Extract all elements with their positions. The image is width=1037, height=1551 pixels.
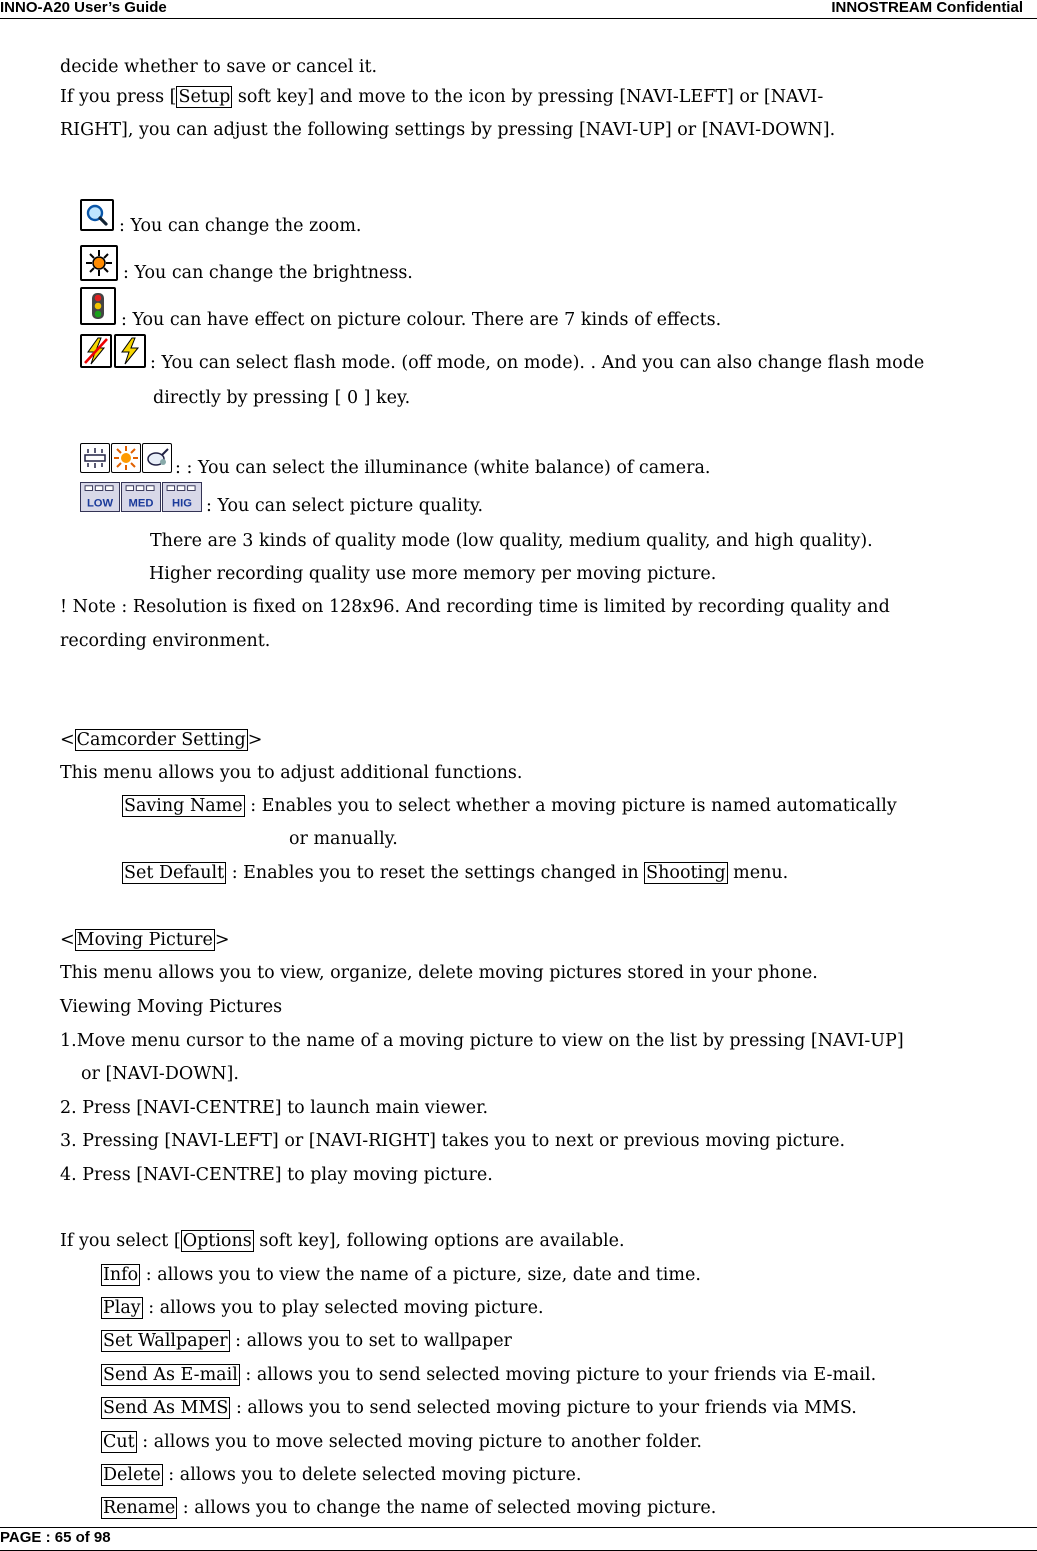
flash-on-icon: [114, 334, 146, 368]
saving-name-line: Saving Name : Enables you to select whether a moving picture is named automatically: [124, 796, 897, 816]
wb-fluorescent-icon: [80, 443, 110, 473]
setup-key: Setup: [178, 87, 231, 107]
header-confidential: INNOSTREAM Confidential: [831, 0, 1023, 16]
saving-name-key: Saving Name: [124, 796, 243, 816]
step-4: 4. Press [NAVI-CENTRE] to play moving picture.: [60, 1165, 493, 1185]
quality-text-2: There are 3 kinds of quality mode (low quality, medium quality, and high quality).: [150, 531, 873, 551]
set-default-key: Set Default: [124, 863, 225, 883]
intro-line-3: RIGHT], you can adjust the following settings by pressing [NAVI-UP] or [NAVI-DOWN].: [60, 120, 836, 140]
wb-text: : : You can select the illuminance (white balance) of camera.: [175, 458, 711, 478]
quality-high-icon: [162, 482, 202, 512]
quality-text: : You can select picture quality.: [206, 496, 484, 516]
quality-med-label: MED: [128, 497, 154, 510]
options-key: Options: [182, 1231, 252, 1251]
color-effect-icon: [80, 287, 116, 325]
option-delete: Delete : allows you to delete selected moving picture.: [103, 1465, 582, 1485]
option-send-email: Send As E-mail : allows you to send selected moving picture to your friends via E-mail.: [103, 1365, 877, 1385]
note-line-2: recording environment.: [60, 631, 271, 651]
option-send-mms: Send As MMS : allows you to send selected moving picture to your friends via MMS.: [103, 1398, 857, 1418]
quality-low-label: LOW: [86, 497, 114, 510]
option-info: Info : allows you to view the name of a picture, size, date and time.: [103, 1265, 701, 1285]
step-2: 2. Press [NAVI-CENTRE] to launch main viewer.: [60, 1098, 489, 1118]
wb-cloudy-icon: [142, 443, 172, 473]
page-header: [0, 0, 1037, 19]
zoom-icon: [80, 199, 114, 231]
quality-med-icon: [121, 482, 161, 512]
quality-low-icon: [80, 482, 120, 512]
option-rename: Rename : allows you to change the name of selected moving picture.: [103, 1498, 717, 1518]
option-set-wallpaper: Set Wallpaper : allows you to set to wallpaper: [103, 1331, 512, 1351]
intro-line-2: If you press [ Setup soft key] and move to the icon by pressing [NAVI-LEFT] or [NAVI-: [60, 87, 824, 107]
brightness-text: : You can change the brightness.: [123, 263, 413, 283]
brightness-icon: [80, 245, 118, 281]
step-1-cont: or [NAVI-DOWN].: [81, 1064, 239, 1084]
page-number: PAGE : 65 of 98: [0, 1529, 111, 1546]
flash-text-2: directly by pressing [ 0 ] key.: [153, 388, 411, 408]
note-line: ! Note : Resolution is fixed on 128x96. And recording time is limited by recording quality and: [60, 597, 890, 617]
flash-off-icon: [80, 334, 112, 368]
moving-picture-heading: < Moving Picture >: [60, 930, 230, 950]
set-default-line: Set Default : Enables you to reset the settings changed in Shooting menu.: [124, 863, 789, 883]
camcorder-desc: This menu allows you to adjust additional functions.: [60, 763, 523, 783]
note-label: ! Note: [60, 597, 116, 617]
header-title: INNO-A20 User’s Guide: [0, 0, 167, 16]
options-intro: If you select [ Options soft key], following options are available.: [60, 1231, 625, 1251]
step-3: 3. Pressing [NAVI-LEFT] or [NAVI-RIGHT] takes you to next or previous moving picture.: [60, 1131, 846, 1151]
saving-name-line-2: or manually.: [289, 829, 398, 849]
option-cut: Cut : allows you to move selected moving picture to another folder.: [103, 1432, 702, 1452]
wb-sunny-icon: [111, 443, 141, 473]
option-play: Play : allows you to play selected moving picture.: [103, 1298, 544, 1318]
flash-text: : You can select flash mode. (off mode, on mode). . And you can also change flash mode: [150, 353, 925, 373]
intro-line-1: decide whether to save or cancel it.: [60, 57, 378, 77]
quality-text-3: Higher recording quality use more memory per moving picture.: [149, 564, 717, 584]
viewing-subtitle: Viewing Moving Pictures: [60, 997, 283, 1017]
zoom-text: : You can change the zoom.: [119, 216, 362, 236]
moving-desc: This menu allows you to view, organize, delete moving pictures stored in your phone.: [60, 963, 818, 983]
effect-text: : You can have effect on picture colour. There are 7 kinds of effects.: [121, 310, 722, 330]
step-1: 1.Move menu cursor to the name of a moving picture to view on the list by pressing [NAVI-UP]: [60, 1031, 904, 1051]
quality-high-label: HIG: [172, 497, 192, 510]
shooting-key: Shooting: [646, 863, 726, 883]
page-footer: [0, 1527, 1037, 1551]
camcorder-setting-heading: < Camcorder Setting >: [60, 730, 263, 750]
